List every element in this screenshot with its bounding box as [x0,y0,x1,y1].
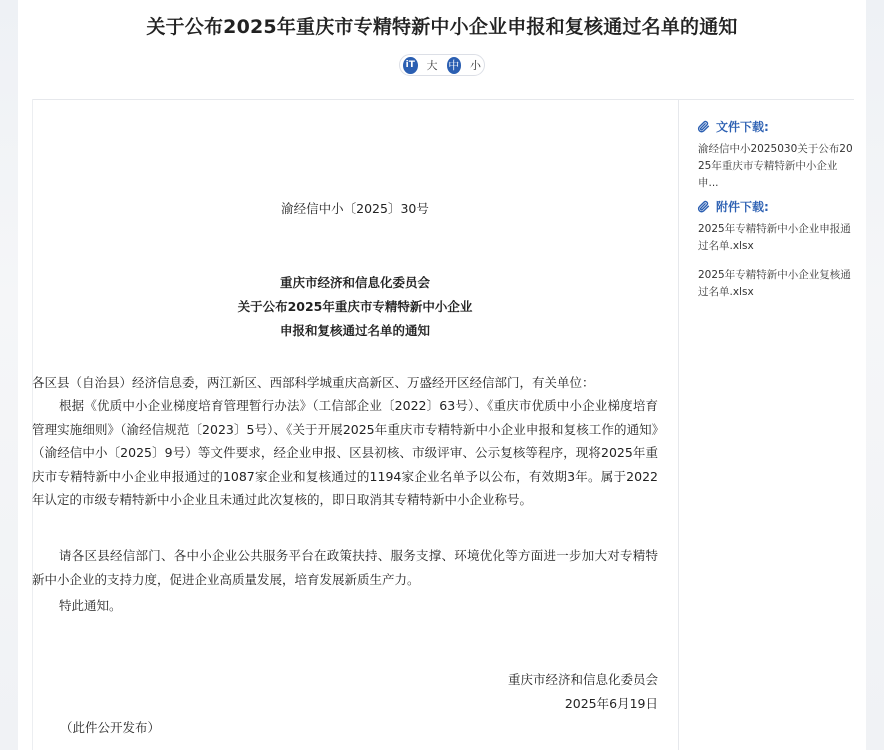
document-heading-line: 重庆市经济和信息化委员会 [279,275,430,290]
font-size-small-button[interactable]: 小 [470,59,481,72]
paperclip-icon [697,200,710,213]
document-paragraph: 根据《优质中小企业梯度培育管理暂行办法》（工信部企业〔2022〕63号）、《重庆市优质中小企业梯度培育管理实施细则》（渝经信规范〔2023〕5号）、《关于开展2025年重庆市专精特新中小企业申报和复核工作的通知》（渝经信中小〔2025〕9号）等文件要求，经企业申报、区县初核、市级评审、公示复核等程序，现将2025年重庆市专精特新中小企业申报通过的1087家企业和复核通过的1194家企业名单予以公布，有效期3年。属于2022年认定的市级专精特新中小企业且未通过此次复核的，即日取消其专精特新中小企业称号。 [32,398,658,508]
file-download-heading-label: 文件下载: [716,120,769,134]
font-size-medium-button[interactable]: 中 [447,57,462,74]
file-download-heading [697,118,769,135]
document-addressee: 各区县（自治县）经济信息委，两江新区、西部科学城重庆高新区、万盛经开区经信部门，有关单位： [32,375,595,390]
document-heading [32,271,678,343]
font-size-switcher [399,54,485,76]
font-size-icon: iT [403,57,418,74]
header-divider [32,99,854,100]
public-release-note: （此件公开发布） [60,720,161,735]
signature-organization: 重庆市经济和信息化委员会 [507,672,658,687]
signature-date: 2025年6月19日 [564,696,658,711]
attachment-download-link[interactable]: 2025年专精特新中小企业申报通过名单.xlsx [698,223,851,252]
document-signature [508,668,658,716]
paperclip-icon [697,120,710,133]
attachment-download-heading-label: 附件下载: [716,200,769,214]
document-paragraph: 请各区县经信部门、各中小企业公共服务平台在政策扶持、服务支撑、环境优化等方面进一步加大对专精特新中小企业的支持力度，促进企业高质量发展，培育发展新质生产力。 [32,548,658,587]
document-heading-line: 关于公布2025年重庆市专精特新中小企业 [237,299,473,314]
document-paragraph: 特此通知。 [59,598,122,613]
file-download-link[interactable]: 渝经信中小2025030关于公布2025年重庆市专精特新中小企业申... [698,143,853,189]
font-size-large-button[interactable]: 大 [426,59,438,72]
sidebar-divider [678,99,679,750]
document-number: 渝经信中小〔2025〕30号 [281,201,429,216]
page-title: 关于公布2025年重庆市专精特新中小企业申报和复核通过名单的通知 [146,16,738,38]
attachment-download-heading [697,198,769,215]
attachment-download-link[interactable]: 2025年专精特新中小企业复核通过名单.xlsx [698,269,851,298]
document-heading-line: 申报和复核通过名单的通知 [279,323,430,338]
